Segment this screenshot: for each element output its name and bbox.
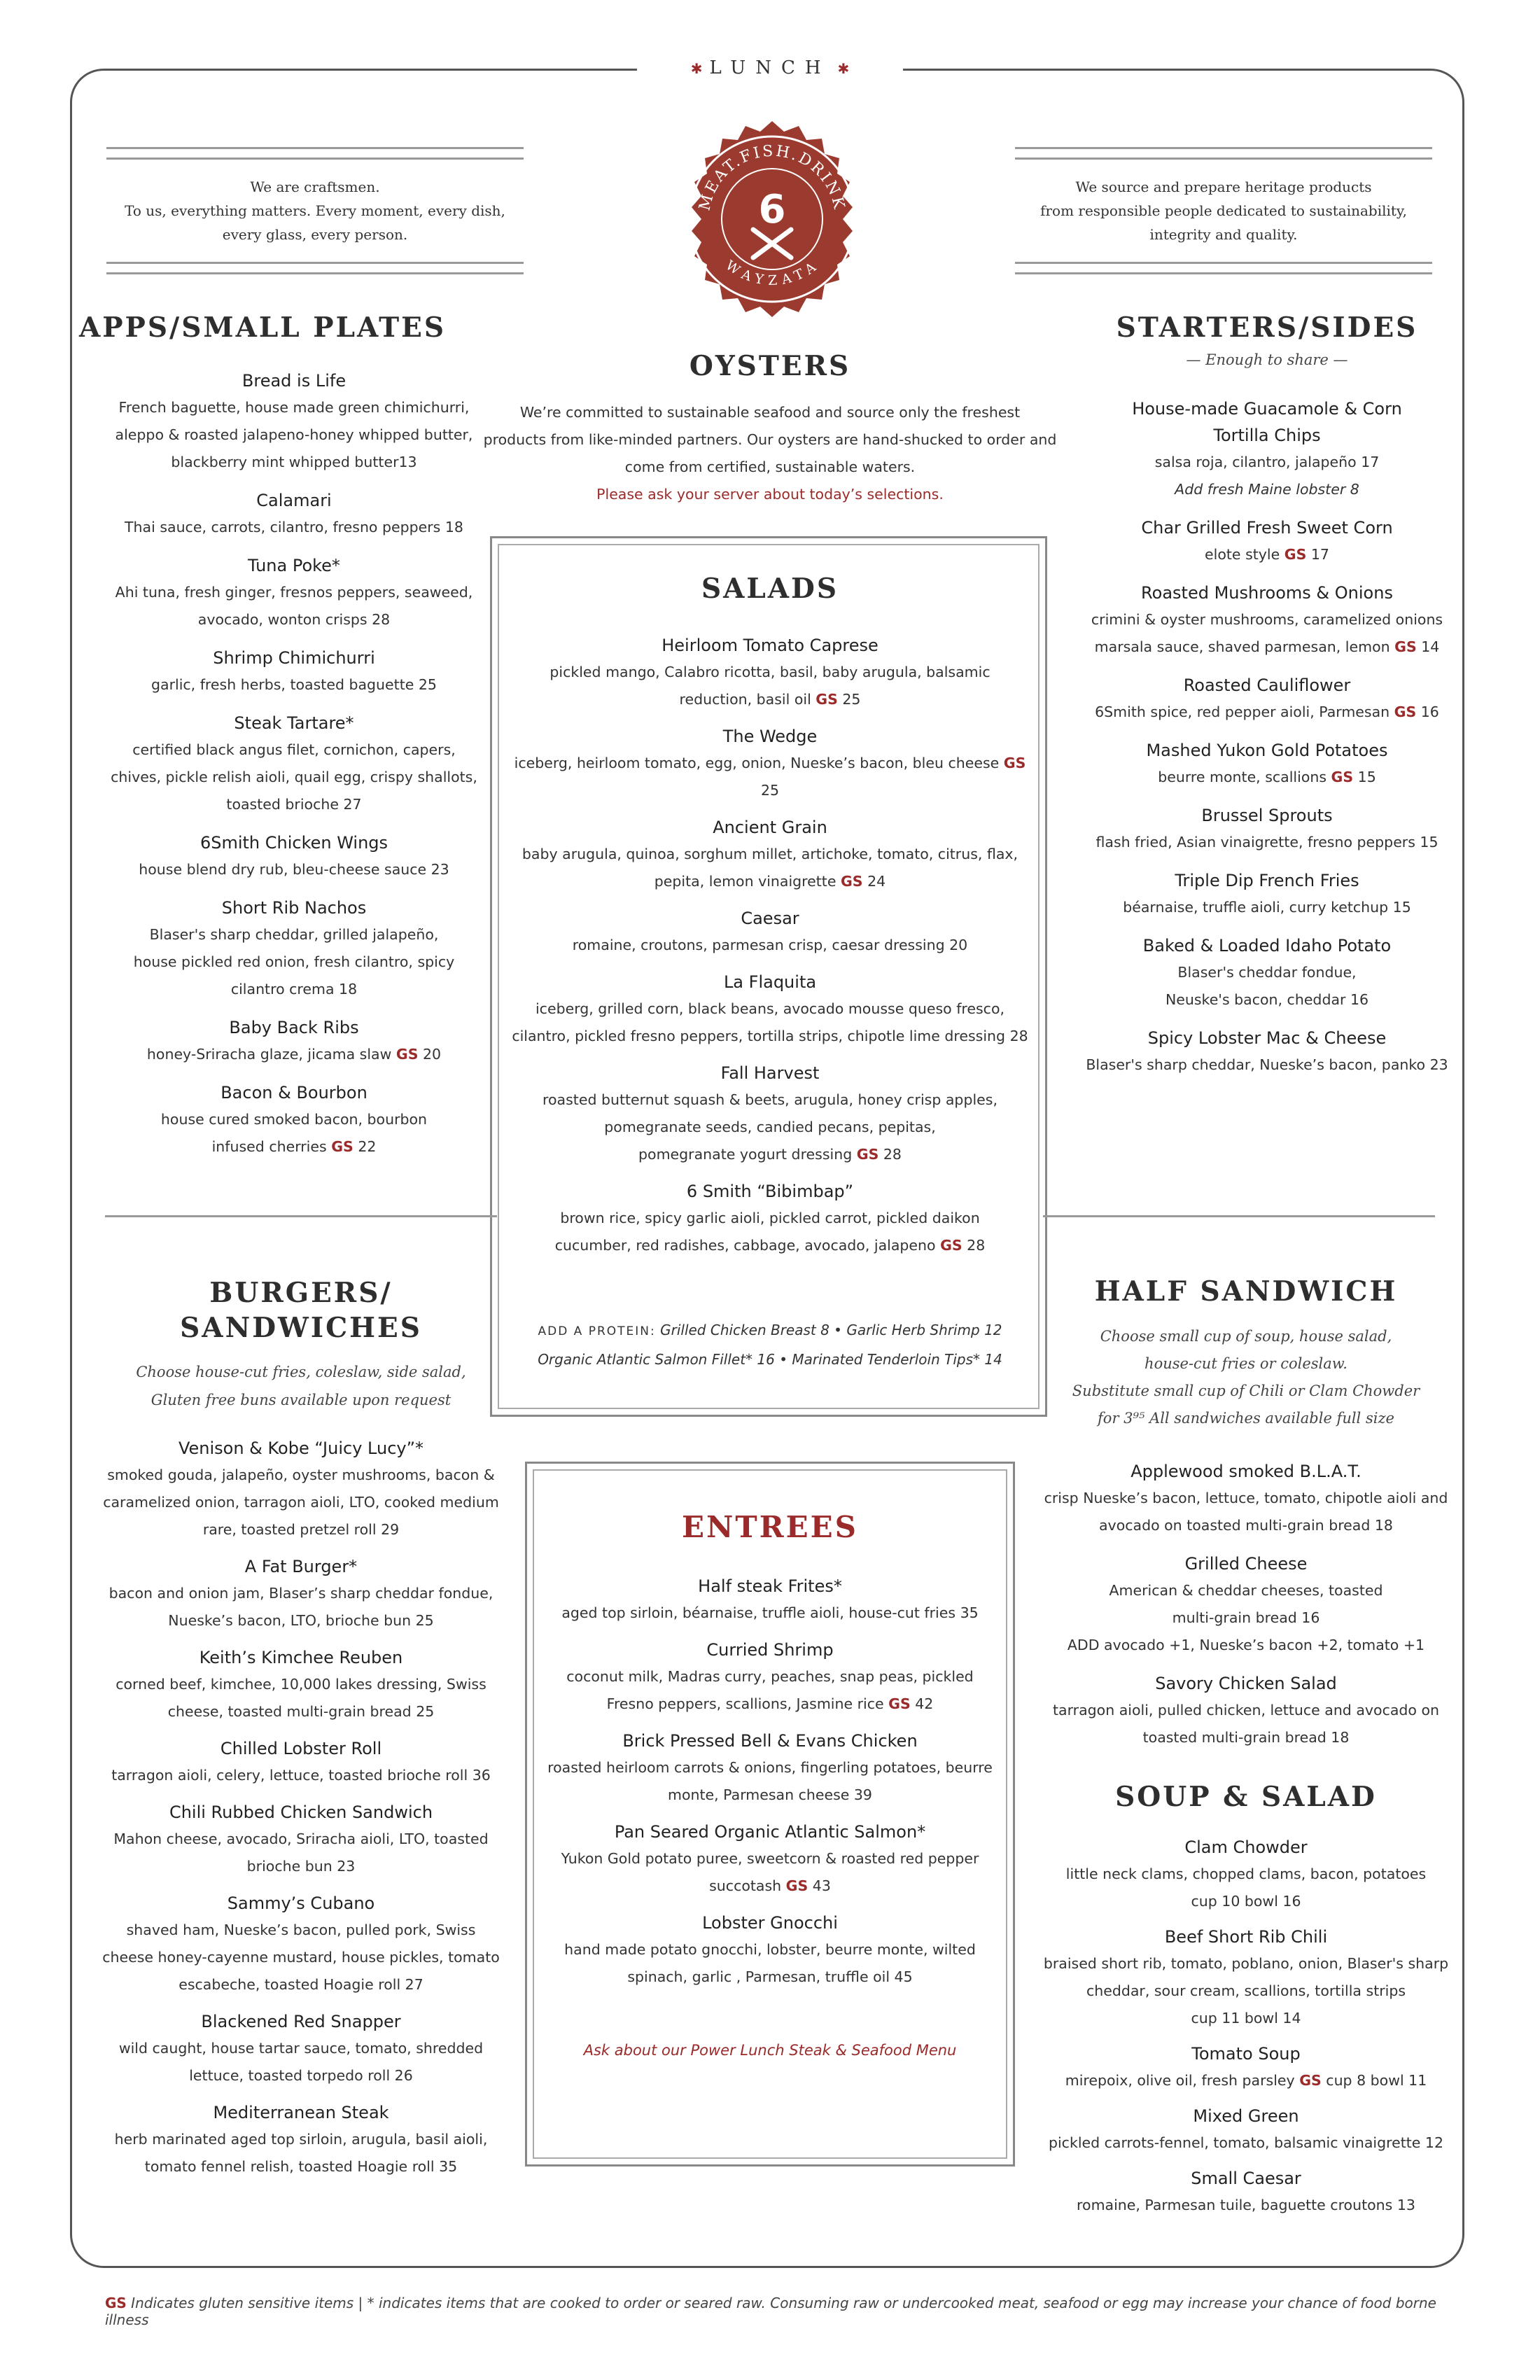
menu-item — [91, 1553, 511, 1634]
item-description: béarnaise, truffle aioli, curry ketchup 15 — [1123, 899, 1411, 916]
menu-item — [507, 1178, 1032, 1259]
item-description: cucumber, red radishes, cabbage, avocado, jalapeno GS 28 — [554, 1237, 986, 1254]
item-description: spinach, garlic , Parmesan, truffle oil 45 — [627, 1968, 913, 1985]
item-description: romaine, croutons, parmesan crisp, caesar dressing 20 — [572, 937, 968, 953]
item-description: Nueske’s bacon, LTO, brioche bun 25 — [168, 1612, 434, 1629]
item-description: flash fried, Asian vinaigrette, fresno peppers 15 — [1096, 834, 1438, 850]
item-name: Fall Harvest — [720, 1063, 820, 1083]
item-name: Caesar — [741, 909, 799, 928]
item-name: Clam Chowder — [1184, 1837, 1308, 1857]
menu-item — [91, 1014, 497, 1068]
salads-list — [507, 632, 1032, 1269]
menu-item — [1050, 514, 1484, 568]
item-description: Yukon Gold potato puree, sweetcorn & roasted red pepper — [561, 1850, 979, 1867]
item-description: iceberg, grilled corn, black beans, avocado mousse queso fresco, — [535, 1000, 1005, 1017]
item-description: romaine, Parmesan tuile, baguette croutons 13 — [1077, 2197, 1415, 2213]
divider — [106, 262, 524, 274]
menu-item — [91, 1799, 511, 1880]
item-name: A Fat Burger* — [244, 1557, 358, 1576]
item-name: Bacon & Bourbon — [220, 1083, 368, 1102]
item-addon: Add fresh Maine lobster 8 — [1175, 481, 1359, 498]
item-description: corned beef, kimchee, 10,000 lakes dressing, Swiss — [115, 1676, 486, 1693]
gluten-sensitive-badge: GS — [1003, 755, 1026, 771]
item-description: cup 10 bowl 16 — [1191, 1893, 1301, 1910]
item-name: Brick Pressed Bell & Evans Chicken — [622, 1731, 918, 1751]
item-description: tarragon aioli, celery, lettuce, toasted brioche roll 36 — [111, 1767, 491, 1784]
item-description: aleppo & roasted jalapeno-honey whipped butter, — [115, 426, 473, 443]
item-description: brown rice, spicy garlic aioli, pickled carrot, pickled daikon — [560, 1210, 980, 1226]
entrees-heading: ENTREES — [682, 1510, 858, 1544]
item-description: shaved ham, Nueske’s bacon, pulled pork, Swiss — [126, 1921, 476, 1938]
menu-item — [91, 1890, 511, 1998]
menu-item — [507, 723, 1032, 804]
half-sandwich-sub: Choose small cup of soup, house salad, house-cut fries or coleslaw. Substitute small cup of Chili or Clam Chowder for 3⁹⁵ All sandwiches available full size — [1072, 1328, 1420, 1427]
item-name: Roasted Mushrooms & Onions — [1141, 583, 1393, 603]
item-description: smoked gouda, jalapeño, oyster mushrooms, bacon & — [107, 1466, 495, 1483]
menu-item — [1036, 1924, 1456, 2032]
menu-item — [1050, 867, 1484, 921]
apps-list — [91, 368, 497, 1172]
item-description: pomegranate yogurt dressing GS 28 — [638, 1146, 902, 1163]
divider — [105, 1215, 497, 1217]
gluten-sensitive-badge: GS — [785, 1877, 808, 1894]
gluten-sensitive-badge: GS — [1284, 546, 1307, 563]
item-description: aged top sirloin, béarnaise, truffle aioli, house-cut fries 35 — [561, 1604, 979, 1621]
gluten-sensitive-badge: GS — [888, 1695, 911, 1712]
item-description: roasted heirloom carrots & onions, fingerling potatoes, beurre — [547, 1759, 993, 1776]
item-description: Neuske's bacon, cheddar 16 — [1165, 991, 1369, 1008]
item-name: Savory Chicken Salad — [1155, 1674, 1337, 1693]
soup-salad-list — [1036, 1834, 1456, 2227]
item-name: 6Smith Chicken Wings — [200, 833, 388, 853]
divider — [1015, 262, 1432, 274]
item-description: Blaser's sharp cheddar, grilled jalapeño, — [149, 926, 439, 943]
menu-item — [91, 368, 497, 476]
gluten-sensitive-badge: GS — [331, 1138, 354, 1155]
item-description: certified black angus filet, cornichon, capers, — [132, 741, 456, 758]
item-description: blackberry mint whipped butter13 — [171, 454, 417, 470]
menu-title: ✱ LUNCH ✱ — [637, 57, 903, 83]
menu-item — [91, 710, 497, 818]
restaurant-logo — [671, 118, 874, 321]
menu-item — [1036, 1458, 1456, 1539]
item-name: Triple Dip French Fries — [1175, 871, 1359, 890]
item-name: Steak Tartare* — [234, 713, 354, 733]
item-description: rare, toasted pretzel roll 29 — [202, 1521, 400, 1538]
menu-item — [1050, 802, 1484, 856]
apps-heading: APPS/SMALL PLATES — [78, 312, 447, 344]
item-description: herb marinated aged top sirloin, arugula, basil aioli, — [114, 2131, 488, 2148]
item-name: Venison & Kobe “Juicy Lucy”* — [178, 1438, 424, 1458]
menu-item — [91, 487, 497, 541]
gluten-sensitive-badge: GS — [396, 1046, 419, 1063]
item-description: monte, Parmesan cheese 39 — [668, 1786, 872, 1803]
item-name: Ancient Grain — [713, 818, 827, 837]
oysters-heading: OYSTERS — [689, 350, 851, 382]
item-description: Thai sauce, carrots, cilantro, fresno peppers 18 — [125, 519, 463, 536]
menu-item — [1036, 1670, 1456, 1751]
menu-item — [1036, 2103, 1456, 2157]
item-name: Mixed Green — [1193, 2106, 1299, 2126]
menu-item — [91, 830, 497, 883]
gluten-sensitive-badge: GS — [816, 691, 838, 708]
item-description: house blend dry rub, bleu-cheese sauce 23 — [139, 861, 449, 878]
item-description: garlic, fresh herbs, toasted baguette 25 — [151, 676, 437, 693]
oysters-note: Please ask your server about today’s selections. — [596, 486, 944, 503]
burgers-sub: Choose house-cut fries, coleslaw, side salad, Gluten free buns available upon request — [136, 1364, 466, 1408]
item-description: little neck clams, chopped clams, bacon, potatoes — [1065, 1865, 1427, 1882]
menu-item — [1050, 737, 1484, 791]
item-description: cilantro crema 18 — [230, 981, 358, 997]
item-description: Blaser's sharp cheddar, Nueske’s bacon, panko 23 — [1086, 1056, 1448, 1073]
item-description: avocado on toasted multi-grain bread 18 — [1099, 1517, 1393, 1534]
item-name: The Wedge — [722, 727, 818, 746]
item-name: Curried Shrimp — [706, 1640, 834, 1660]
item-description: caramelized onion, tarragon aioli, LTO, cooked medium — [103, 1494, 499, 1511]
motto-left: We are craftsmen. To us, everything matters. Every moment, every dish, every glass, every person. — [125, 178, 505, 243]
item-name: House-made Guacamole & Corn — [1132, 399, 1402, 419]
item-description: beurre monte, scallions GS 15 — [1158, 769, 1376, 785]
menu-item — [91, 2008, 511, 2090]
item-description: salsa roja, cilantro, jalapeño 17 — [1154, 454, 1380, 470]
divider — [1043, 1215, 1435, 1217]
item-name: Tuna Poke* — [248, 556, 340, 575]
item-name: Lobster Gnocchi — [702, 1913, 838, 1933]
item-description: ADD avocado +1, Nueske’s bacon +2, tomato +1 — [1067, 1637, 1425, 1653]
item-description: iceberg, heirloom tomato, egg, onion, Nueske’s bacon, bleu cheese GS — [514, 755, 1026, 771]
item-description: tarragon aioli, pulled chicken, lettuce and avocado on — [1052, 1702, 1440, 1718]
item-description: mirepoix, olive oil, fresh parsley GS cup 8 bowl 11 — [1065, 2072, 1427, 2089]
item-description: cup 11 bowl 14 — [1191, 2010, 1301, 2026]
item-name: Applewood smoked B.L.A.T. — [1130, 1462, 1362, 1481]
menu-item — [91, 2099, 511, 2180]
item-description: coconut milk, Madras curry, peaches, snap peas, pickled — [566, 1668, 974, 1685]
item-description: roasted butternut squash & beets, arugula, honey crisp apples, — [542, 1091, 997, 1108]
gluten-sensitive-badge: GS — [840, 873, 863, 890]
oysters-text: We’re committed to sustainable seafood and source only the freshest products from like-minded partners. Our oysters are hand-shucked to order and come from certified, sustainable waters. Please ask your server about today’s selections. — [483, 399, 1057, 508]
item-name: Small Caesar — [1191, 2169, 1301, 2188]
item-name: Brussel Sprouts — [1201, 806, 1333, 825]
item-name: Blackened Red Snapper — [201, 2012, 401, 2031]
item-description: pepita, lemon vinaigrette GS 24 — [654, 873, 886, 890]
item-name: Mashed Yukon Gold Potatoes — [1146, 741, 1388, 760]
item-name: Heirloom Tomato Caprese — [662, 636, 878, 655]
item-name: Chili Rubbed Chicken Sandwich — [169, 1802, 433, 1822]
item-description: house cured smoked bacon, bourbon — [160, 1111, 428, 1128]
menu-item — [1036, 2165, 1456, 2219]
item-description: Ahi tuna, fresh ginger, fresnos peppers, seaweed, — [115, 584, 473, 601]
gluten-sensitive-badge: GS — [940, 1237, 962, 1254]
menu-item — [507, 969, 1032, 1050]
item-description: toasted multi-grain bread 18 — [1142, 1729, 1350, 1746]
item-name: Char Grilled Fresh Sweet Corn — [1141, 518, 1393, 538]
gs-label: GS — [105, 2295, 127, 2311]
gluten-sensitive-badge: GS — [1299, 2072, 1322, 2089]
item-description: multi-grain bread 16 — [1172, 1609, 1320, 1626]
logo-top-text: MEAT.FISH.DRINK — [696, 142, 848, 213]
item-description: baby arugula, quinoa, sorghum millet, artichoke, tomato, citrus, flax, — [522, 846, 1018, 862]
burgers-list — [91, 1435, 511, 2190]
gluten-sensitive-badge: GS — [856, 1146, 879, 1163]
menu-item — [91, 645, 497, 699]
item-description: crisp Nueske’s bacon, lettuce, tomato, chipotle aioli and — [1044, 1490, 1448, 1506]
starters-heading: STARTERS/SIDES — [1116, 312, 1418, 344]
gluten-sensitive-badge: GS — [1394, 638, 1417, 655]
item-name: Beef Short Rib Chili — [1164, 1927, 1328, 1947]
item-description: pickled mango, Calabro ricotta, basil, baby arugula, balsamic — [550, 664, 990, 680]
item-description: French baguette, house made green chimichurri, — [118, 399, 470, 416]
item-description: succotash GS 43 — [709, 1877, 831, 1894]
item-description: braised short rib, tomato, poblano, onion, Blaser's sharp — [1043, 1955, 1449, 1972]
item-description: 6Smith spice, red pepper aioli, Parmesan GS 16 — [1095, 704, 1439, 720]
item-description: house pickled red onion, fresh cilantro, spicy — [133, 953, 455, 970]
half-sandwich-heading: HALF SANDWICH — [1094, 1275, 1398, 1308]
protein-options: ADD A PROTEIN: Grilled Chicken Breast 8 • Garlic Herb Shrimp 12 Organic Atlantic Salmon Fillet* 16 • Marinated Tenderloin Tips* 14 — [538, 1322, 1002, 1368]
starters-list — [1050, 396, 1484, 1090]
item-name: Baby Back Ribs — [229, 1018, 359, 1037]
item-description: cheddar, sour cream, scallions, tortilla strips — [1086, 1982, 1406, 1999]
star-icon: ✱ — [690, 60, 703, 77]
divider — [106, 147, 524, 160]
menu-item — [91, 1644, 511, 1726]
menu-item — [507, 632, 1032, 713]
item-description: cheese honey-cayenne mustard, house pickles, tomato — [102, 1949, 500, 1966]
item-description: marsala sauce, shaved parmesan, lemon GS 14 — [1094, 638, 1440, 655]
menu-item — [1050, 580, 1484, 661]
item-description: lettuce, toasted torpedo roll 26 — [189, 2067, 413, 2084]
menu-item — [91, 1435, 511, 1544]
menu-item — [1050, 932, 1484, 1014]
motto-right: We source and prepare heritage products from responsible people dedicated to sustainability, integrity and quality. — [1040, 178, 1407, 243]
item-name: 6 Smith “Bibimbap” — [686, 1182, 854, 1201]
burgers-heading: BURGERS/ SANDWICHES — [180, 1277, 422, 1344]
menu-item — [91, 895, 497, 1003]
item-description: pomegranate seeds, candied pecans, pepitas, — [604, 1119, 936, 1135]
item-name: Half steak Frites* — [698, 1576, 842, 1596]
item-name: Mediterranean Steak — [213, 2103, 389, 2122]
item-name: Baked & Loaded Idaho Potato — [1142, 936, 1392, 955]
item-description: toasted brioche 27 — [226, 796, 362, 813]
menu-item — [91, 1735, 511, 1789]
item-name: Spicy Lobster Mac & Cheese — [1147, 1028, 1387, 1048]
menu-item — [1036, 2040, 1456, 2094]
item-description: Blaser's cheddar fondue, — [1177, 964, 1357, 981]
logo-bottom-text: WAYZATA — [722, 257, 822, 289]
item-description: crimini & oyster mushrooms, caramelized onions — [1091, 611, 1443, 628]
starters-sub: — Enough to share — — [1186, 351, 1348, 368]
salads-heading: SALADS — [701, 573, 839, 605]
item-name: Chilled Lobster Roll — [220, 1739, 382, 1758]
menu-item — [1050, 1025, 1484, 1079]
menu-item — [507, 1060, 1032, 1168]
item-description: American & cheddar cheeses, toasted — [1109, 1582, 1383, 1599]
menu-item — [1050, 396, 1484, 503]
item-description: chives, pickle relish aioli, quail egg, crispy shallots, — [111, 769, 477, 785]
entrees-list — [536, 1573, 1004, 2001]
item-description: infused cherries GS 22 — [211, 1138, 377, 1155]
item-description: brioche bun 23 — [246, 1858, 356, 1875]
item-name: Shrimp Chimichurri — [213, 648, 375, 668]
gluten-sensitive-badge: GS — [1394, 704, 1417, 720]
item-description: Mahon cheese, avocado, Sriracha aioli, LTO, toasted — [113, 1830, 489, 1847]
item-name: Tortilla Chips — [1213, 426, 1321, 445]
item-description: wild caught, house tartar sauce, tomato, shredded — [118, 2040, 484, 2057]
logo-six: 6 — [758, 187, 786, 232]
menu-item — [536, 1819, 1004, 1900]
item-name: Grilled Cheese — [1184, 1554, 1308, 1574]
item-description: 25 — [760, 782, 780, 799]
menu-item — [507, 905, 1032, 959]
divider — [1015, 147, 1432, 160]
item-description: cilantro, pickled fresno peppers, tortilla strips, chipotle lime dressing 28 — [512, 1028, 1028, 1044]
item-description: bacon and onion jam, Blaser’s sharp cheddar fondue, — [108, 1585, 493, 1602]
item-name: Roasted Cauliflower — [1183, 676, 1351, 695]
item-name: Sammy’s Cubano — [227, 1893, 375, 1913]
gluten-sensitive-badge: GS — [1331, 769, 1354, 785]
menu-item — [536, 1728, 1004, 1809]
item-name: Keith’s Kimchee Reuben — [199, 1648, 403, 1667]
item-name: Calamari — [256, 491, 332, 510]
menu-item — [507, 814, 1032, 895]
item-description: elote style GS 17 — [1205, 546, 1329, 563]
item-name: Tomato Soup — [1191, 2044, 1301, 2064]
item-description: Fresno peppers, scallions, Jasmine rice GS 42 — [606, 1695, 934, 1712]
menu-item — [91, 552, 497, 634]
menu-item — [1050, 672, 1484, 726]
item-description: pickled carrots-fennel, tomato, balsamic vinaigrette 12 — [1048, 2134, 1444, 2151]
item-name: La Flaquita — [723, 972, 817, 992]
half-sandwich-list — [1036, 1458, 1456, 1763]
item-description: hand made potato gnocchi, lobster, beurre monte, wilted — [564, 1941, 976, 1958]
power-lunch-note: Ask about our Power Lunch Steak & Seafood Menu — [583, 2042, 957, 2059]
item-description: tomato fennel relish, toasted Hoagie roll 35 — [144, 2158, 458, 2175]
item-description: reduction, basil oil GS 25 — [679, 691, 861, 708]
menu-item — [1036, 1834, 1456, 1915]
menu-item — [1036, 1550, 1456, 1659]
item-description: honey-Sriracha glaze, jicama slaw GS 20 — [146, 1046, 442, 1063]
item-description: avocado, wonton crisps 28 — [197, 611, 391, 628]
footer-note: GS Indicates gluten sensitive items | * indicates items that are cooked to order or seared raw. Consuming raw or undercooked meat, seafood or egg may increase your chance of food borne illness — [105, 2295, 1436, 2328]
soup-salad-heading: SOUP & SALAD — [1115, 1781, 1377, 1813]
item-description: escabeche, toasted Hoagie roll 27 — [178, 1976, 424, 1993]
item-description: cheese, toasted multi-grain bread 25 — [167, 1703, 435, 1720]
menu-item — [536, 1637, 1004, 1718]
menu-item — [536, 1573, 1004, 1627]
item-name: Short Rib Nachos — [221, 898, 367, 918]
star-icon: ✱ — [837, 60, 850, 77]
menu-item — [536, 1910, 1004, 1991]
item-name: Bread is Life — [241, 371, 346, 391]
menu-item — [91, 1079, 497, 1161]
item-name: Pan Seared Organic Atlantic Salmon* — [614, 1822, 926, 1842]
